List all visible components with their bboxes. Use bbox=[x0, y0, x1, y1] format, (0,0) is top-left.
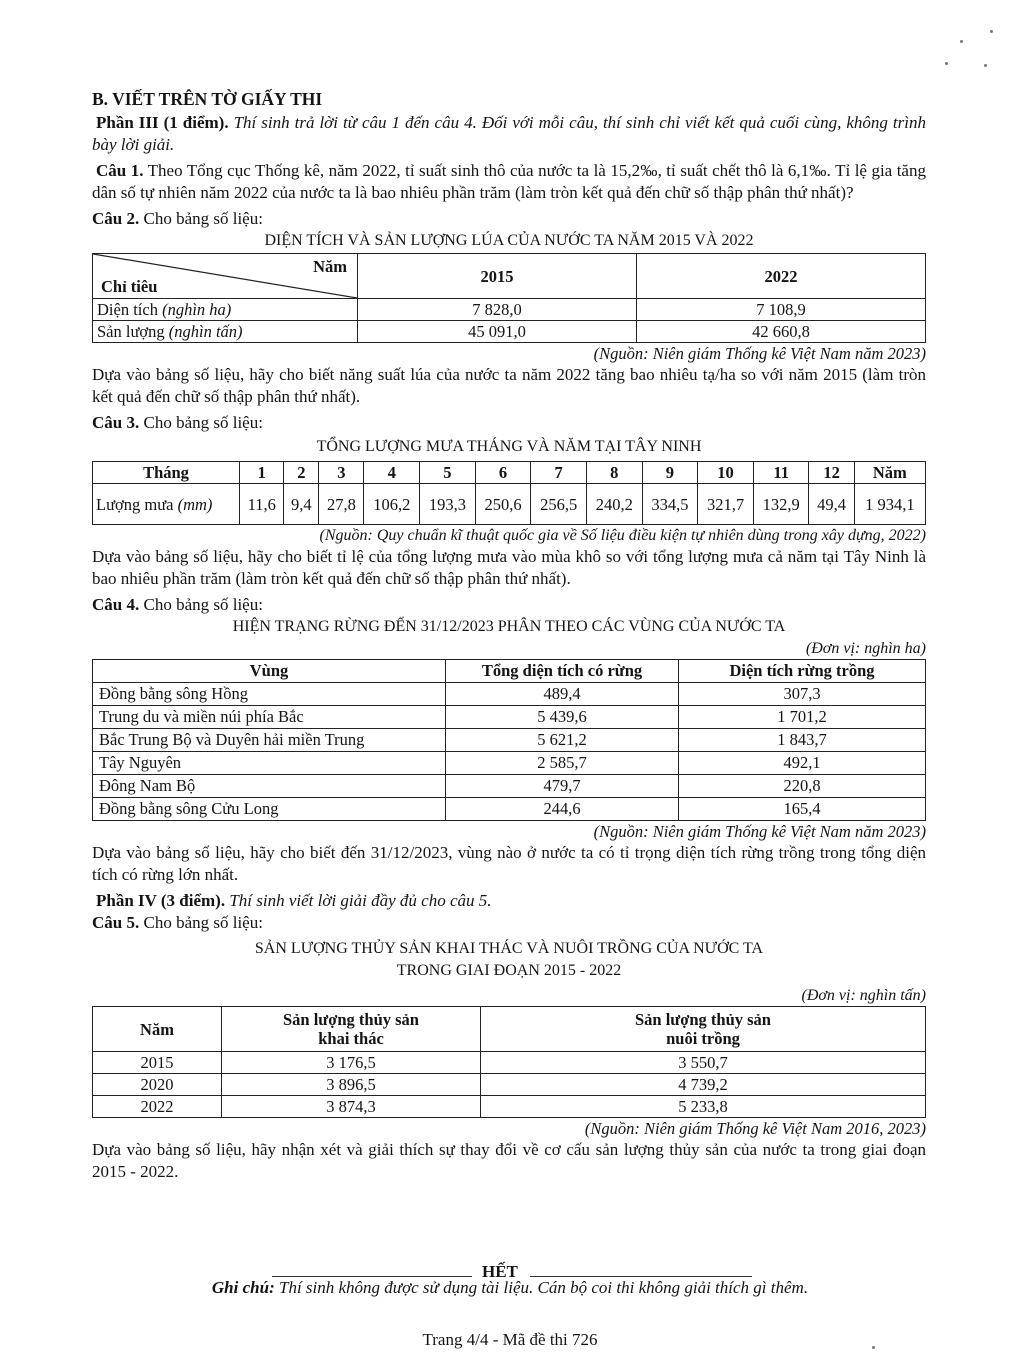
part3-label: Phần III (1 điểm). bbox=[96, 113, 229, 132]
table-row bbox=[93, 798, 926, 821]
question-2-intro bbox=[92, 208, 926, 230]
row-unit: (mm) bbox=[177, 494, 213, 514]
corner-year-label: Năm bbox=[313, 257, 347, 276]
region-name: Đồng bằng sông Cửu Long bbox=[93, 798, 446, 821]
row-label bbox=[93, 321, 358, 343]
table-row bbox=[93, 706, 926, 729]
q1-label: Câu 1. bbox=[96, 161, 144, 180]
cell-value: 489,4 bbox=[446, 683, 679, 706]
q2-intro: Cho bảng số liệu: bbox=[143, 209, 263, 228]
table-header-row bbox=[93, 462, 926, 484]
month-header: 3 bbox=[319, 462, 364, 484]
cell-value: 5 439,6 bbox=[446, 706, 679, 729]
note-label: Ghi chú: bbox=[211, 1278, 275, 1297]
header-catch bbox=[222, 1007, 481, 1052]
month-header: 12 bbox=[809, 462, 854, 484]
table-row bbox=[93, 299, 926, 321]
header-year: Năm bbox=[93, 1007, 222, 1052]
q2-label: Câu 2. bbox=[92, 209, 140, 228]
scan-speck bbox=[960, 40, 963, 43]
scan-speck bbox=[990, 30, 993, 33]
part3-paragraph bbox=[92, 112, 926, 156]
month-header: 7 bbox=[531, 462, 587, 484]
header-planted-forest: Diện tích rừng trồng bbox=[679, 660, 926, 683]
q3-source: (Nguồn: Quy chuẩn kĩ thuật quốc gia về Số liệu điều kiện tự nhiên dùng trong xây dựng, 2022) bbox=[319, 527, 926, 544]
q1-text: Theo Tổng cục Thống kê, năm 2022, tỉ suất sinh thô của nước ta là 15,2‰, tỉ suất chết thô là 6,1‰. Tỉ lệ gia tăng dân số tự nhiên năm 2022 của nước ta là bao nhiêu phần trăm (làm tròn kết quả đến chữ số thập phân thứ nhất)? bbox=[92, 161, 926, 202]
month-header: 1 bbox=[240, 462, 284, 484]
cell-value: 7 828,0 bbox=[358, 299, 637, 321]
end-rule-right bbox=[530, 1276, 752, 1277]
q4-source: (Nguồn: Niên giám Thống kê Việt Nam năm 2023) bbox=[593, 822, 926, 841]
note-text: Thí sinh không được sử dụng tài liệu. Cán bộ coi thi không giải thích gì thêm. bbox=[274, 1278, 809, 1297]
cell-value: 220,8 bbox=[679, 775, 926, 798]
cell-value: 7 108,9 bbox=[637, 299, 926, 321]
question-4-intro bbox=[92, 594, 926, 616]
end-text: HẾT bbox=[482, 1262, 518, 1281]
table-row bbox=[93, 1052, 926, 1074]
col-header-2015: 2015 bbox=[358, 254, 637, 299]
region-name: Trung du và miền núi phía Bắc bbox=[93, 706, 446, 729]
corner-indicator-label: Chỉ tiêu bbox=[101, 277, 158, 296]
month-header: 11 bbox=[753, 462, 809, 484]
col-header-2022: 2022 bbox=[637, 254, 926, 299]
q4-question: Dựa vào bảng số liệu, hãy cho biết đến 31/12/2023, vùng nào ở nước ta có tỉ trọng diện tích rừng trồng trong tổng diện tích có rừng lớn nhất. bbox=[92, 843, 926, 884]
table-header-row bbox=[93, 1007, 926, 1052]
q3-table-title: TỔNG LƯỢNG MƯA THÁNG VÀ NĂM TẠI TÂY NINH bbox=[316, 438, 702, 455]
cell-value: 132,9 bbox=[753, 484, 809, 525]
question-3-intro bbox=[92, 412, 926, 434]
header-farm-line2: nuôi trồng bbox=[666, 1029, 740, 1048]
scan-speck bbox=[945, 62, 948, 65]
table-header-row bbox=[93, 660, 926, 683]
q3-question: Dựa vào bảng số liệu, hãy cho biết tỉ lệ của tổng lượng mưa vào mùa khô so với tổng lượng mưa cả năm tại Tây Ninh là bao nhiêu phần trăm (làm tròn kết quả đến chữ số thập phân thứ nhất). bbox=[92, 547, 926, 588]
part4-paragraph bbox=[92, 890, 926, 912]
q5-table-title-line2: TRONG GIAI ĐOẠN 2015 - 2022 bbox=[396, 962, 622, 979]
row-name: Sản lượng bbox=[97, 322, 169, 341]
region-name: Tây Nguyên bbox=[93, 752, 446, 775]
header-catch-line2: khai thác bbox=[318, 1029, 384, 1048]
cell-value: 3 550,7 bbox=[481, 1052, 926, 1074]
cell-value: 334,5 bbox=[642, 484, 698, 525]
cell-value: 3 896,5 bbox=[222, 1074, 481, 1096]
region-name: Bắc Trung Bộ và Duyên hải miền Trung bbox=[93, 729, 446, 752]
table-row bbox=[93, 484, 926, 525]
section-title: B. VIẾT TRÊN TỜ GIẤY THI bbox=[92, 89, 323, 109]
cell-value: 321,7 bbox=[698, 484, 754, 525]
q2-source: (Nguồn: Niên giám Thống kê Việt Nam năm 2023) bbox=[593, 344, 926, 363]
part3-instruction: Thí sinh trả lời từ câu 1 đến câu 4. Đối với mỗi câu, thí sinh chỉ viết kết quả cuối cùng, không trình bày lời giải. bbox=[92, 113, 926, 154]
cell-year: 2015 bbox=[93, 1052, 222, 1074]
month-header: 8 bbox=[586, 462, 642, 484]
header-region: Vùng bbox=[93, 660, 446, 683]
cell-value: 256,5 bbox=[531, 484, 587, 525]
cell-value: 27,8 bbox=[319, 484, 364, 525]
cell-value: 42 660,8 bbox=[637, 321, 926, 343]
cell-value: 1 701,2 bbox=[679, 706, 926, 729]
q4-intro: Cho bảng số liệu: bbox=[143, 595, 263, 614]
end-rule-left bbox=[272, 1276, 472, 1277]
q3-label: Câu 3. bbox=[92, 413, 140, 432]
row-name: Lượng mưa bbox=[96, 494, 178, 514]
row-name: Diện tích bbox=[97, 300, 163, 319]
row-label bbox=[93, 299, 358, 321]
header-catch-line1: Sản lượng thủy sản bbox=[283, 1010, 419, 1029]
cell-value: 5 621,2 bbox=[446, 729, 679, 752]
month-header: 6 bbox=[475, 462, 531, 484]
cell-value: 3 874,3 bbox=[222, 1096, 481, 1118]
rice-table bbox=[92, 253, 926, 343]
cell-value: 1 843,7 bbox=[679, 729, 926, 752]
table-row bbox=[93, 1074, 926, 1096]
rainfall-table bbox=[92, 461, 926, 525]
cell-value: 165,4 bbox=[679, 798, 926, 821]
table-row bbox=[93, 775, 926, 798]
cell-value: 3 176,5 bbox=[222, 1052, 481, 1074]
cell-value: 193,3 bbox=[420, 484, 476, 525]
question-1 bbox=[92, 160, 926, 204]
cell-year: 2020 bbox=[93, 1074, 222, 1096]
part4-instruction: Thí sinh viết lời giải đầy đủ cho câu 5. bbox=[229, 891, 492, 910]
header-month-label: Tháng bbox=[93, 462, 240, 484]
header-farm bbox=[481, 1007, 926, 1052]
q4-table-title: HIỆN TRẠNG RỪNG ĐẾN 31/12/2023 PHÂN THEO CÁC VÙNG CỦA NƯỚC TA bbox=[232, 618, 786, 635]
q2-table-title: DIỆN TÍCH VÀ SẢN LƯỢNG LÚA CỦA NƯỚC TA NĂM 2015 VÀ 2022 bbox=[264, 232, 754, 249]
cell-value: 49,4 bbox=[809, 484, 854, 525]
cell-value: 492,1 bbox=[679, 752, 926, 775]
cell-value: 9,4 bbox=[284, 484, 319, 525]
scan-speck bbox=[984, 64, 987, 67]
cell-value: 2 585,7 bbox=[446, 752, 679, 775]
cell-year: 2022 bbox=[93, 1096, 222, 1118]
table-row bbox=[93, 683, 926, 706]
cell-value: 11,6 bbox=[240, 484, 284, 525]
cell-value: 240,2 bbox=[586, 484, 642, 525]
cell-value: 250,6 bbox=[475, 484, 531, 525]
page-footer: Trang 4/4 - Mã đề thi 726 bbox=[422, 1330, 598, 1349]
month-header: 9 bbox=[642, 462, 698, 484]
table-header-row bbox=[93, 254, 926, 299]
exam-content bbox=[92, 88, 926, 1183]
q5-unit: (Đơn vị: nghìn tấn) bbox=[801, 987, 926, 1004]
cell-value: 1 934,1 bbox=[854, 484, 925, 525]
q2-question: Dựa vào bảng số liệu, hãy cho biết năng suất lúa của nước ta năm 2022 tăng bao nhiêu tạ/ha so với năm 2015 (làm tròn kết quả đến chữ số thập phân thứ nhất). bbox=[92, 365, 926, 406]
cell-value: 45 091,0 bbox=[358, 321, 637, 343]
forest-table bbox=[92, 659, 926, 821]
month-header: 5 bbox=[420, 462, 476, 484]
q3-intro: Cho bảng số liệu: bbox=[143, 413, 263, 432]
header-total-forest: Tổng diện tích có rừng bbox=[446, 660, 679, 683]
month-header: Năm bbox=[854, 462, 925, 484]
question-5-intro bbox=[92, 912, 926, 934]
month-header: 2 bbox=[284, 462, 319, 484]
table-row bbox=[93, 752, 926, 775]
region-name: Đông Nam Bộ bbox=[93, 775, 446, 798]
header-farm-line1: Sản lượng thủy sản bbox=[635, 1010, 771, 1029]
cell-value: 307,3 bbox=[679, 683, 926, 706]
q5-table-title-line1: SẢN LƯỢNG THỦY SẢN KHAI THÁC VÀ NUÔI TRỒNG CỦA NƯỚC TA bbox=[254, 940, 764, 957]
fishery-table bbox=[92, 1006, 926, 1118]
cell-value: 4 739,2 bbox=[481, 1074, 926, 1096]
q5-intro: Cho bảng số liệu: bbox=[143, 913, 263, 932]
diagonal-header-cell bbox=[93, 254, 358, 299]
region-name: Đồng bằng sông Hồng bbox=[93, 683, 446, 706]
part4-label: Phần IV (3 điểm). bbox=[96, 891, 226, 910]
q4-unit: (Đơn vị: nghìn ha) bbox=[805, 640, 926, 657]
row-unit: (nghìn tấn) bbox=[168, 322, 243, 341]
q4-label: Câu 4. bbox=[92, 595, 140, 614]
month-header: 4 bbox=[364, 462, 420, 484]
cell-value: 479,7 bbox=[446, 775, 679, 798]
note-line bbox=[0, 1278, 1020, 1298]
table-row bbox=[93, 321, 926, 343]
row-label bbox=[93, 484, 240, 525]
cell-value: 106,2 bbox=[364, 484, 420, 525]
cell-value: 5 233,8 bbox=[481, 1096, 926, 1118]
cell-value: 244,6 bbox=[446, 798, 679, 821]
q5-label: Câu 5. bbox=[92, 913, 140, 932]
table-row bbox=[93, 729, 926, 752]
table-row bbox=[93, 1096, 926, 1118]
q5-question: Dựa vào bảng số liệu, hãy nhận xét và giải thích sự thay đổi về cơ cấu sản lượng thủy sản của nước ta trong giai đoạn 2015 - 2022. bbox=[92, 1140, 926, 1181]
month-header: 10 bbox=[698, 462, 754, 484]
q5-source: (Nguồn: Niên giám Thống kê Việt Nam 2016, 2023) bbox=[584, 1119, 926, 1138]
row-unit: (nghìn ha) bbox=[162, 300, 232, 319]
